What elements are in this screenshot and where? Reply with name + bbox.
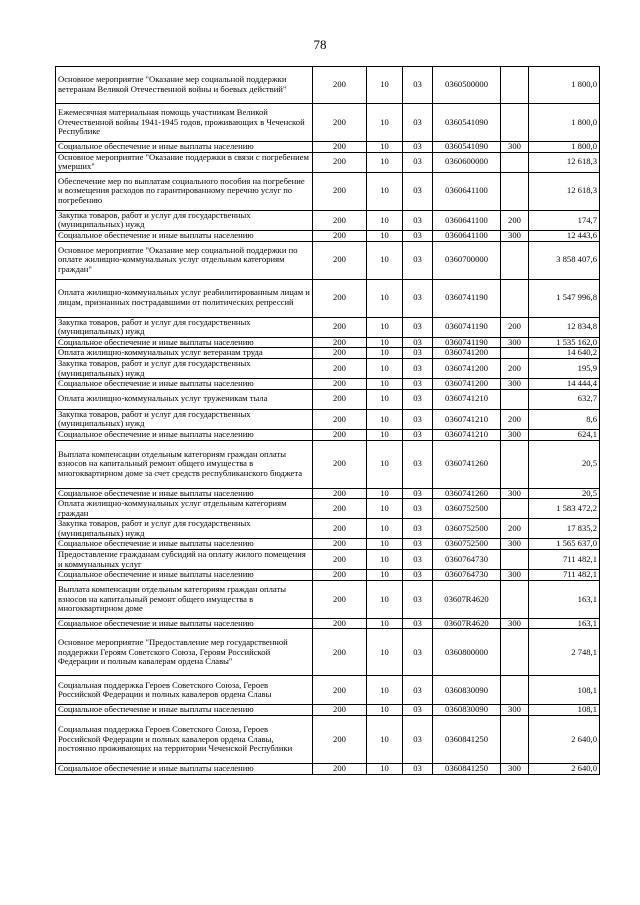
- item-name: Социальное обеспечение и иные выплаты населению: [56, 570, 313, 581]
- item-code: 200: [313, 429, 367, 440]
- item-sum: 2 748,1: [529, 629, 600, 676]
- item-sum: 108,1: [529, 705, 600, 716]
- item-sum: 14 444,4: [529, 379, 600, 390]
- item-article: 0360752500: [433, 519, 501, 539]
- item-expense-type: 300: [501, 142, 529, 153]
- item-expense-type: [501, 580, 529, 618]
- table-row: [56, 488, 600, 499]
- item-subsection: 03: [403, 440, 433, 488]
- item-subsection: 03: [403, 539, 433, 550]
- item-name: Социальное обеспечение и иные выплаты населению: [56, 488, 313, 499]
- item-section: 10: [367, 409, 403, 429]
- item-section: 10: [367, 358, 403, 378]
- item-sum: 1 535 162,0: [529, 337, 600, 348]
- table-row: [56, 152, 600, 172]
- item-expense-type: 300: [501, 429, 529, 440]
- table-row: [56, 519, 600, 539]
- item-code: 200: [313, 317, 367, 337]
- item-subsection: 03: [403, 172, 433, 210]
- item-section: 10: [367, 142, 403, 153]
- item-article: 0360741200: [433, 348, 501, 359]
- item-expense-type: [501, 440, 529, 488]
- item-expense-type: [501, 499, 529, 519]
- table-row: [56, 539, 600, 550]
- item-name: Социальная поддержка Героев Советского Союза, Героев Российской Федерации и полных кавалеров ордена Славы, постоянно проживающих на территории Чеченской Республики: [56, 716, 313, 764]
- item-expense-type: 300: [501, 570, 529, 581]
- item-article: 0360841250: [433, 764, 501, 775]
- table-row: [56, 429, 600, 440]
- item-sum: 1 800,0: [529, 142, 600, 153]
- item-name: Оплата жилищно-коммунальных услуг отдельным категориям граждан: [56, 499, 313, 519]
- item-expense-type: 200: [501, 519, 529, 539]
- item-subsection: 03: [403, 676, 433, 705]
- item-subsection: 03: [403, 210, 433, 230]
- item-name: Оплата жилищно-коммунальных услуг труженикам тыла: [56, 389, 313, 409]
- item-subsection: 03: [403, 67, 433, 104]
- table-row: [56, 389, 600, 409]
- item-section: 10: [367, 348, 403, 359]
- item-section: 10: [367, 629, 403, 676]
- item-name: Закупка товаров, работ и услуг для государственных (муниципальных) нужд: [56, 317, 313, 337]
- item-section: 10: [367, 676, 403, 705]
- item-section: 10: [367, 104, 403, 142]
- item-expense-type: 300: [501, 379, 529, 390]
- item-section: 10: [367, 152, 403, 172]
- item-subsection: 03: [403, 550, 433, 570]
- item-article: 0360600000: [433, 152, 501, 172]
- item-code: 200: [313, 764, 367, 775]
- item-section: 10: [367, 570, 403, 581]
- item-sum: 195,9: [529, 358, 600, 378]
- item-article: 0360741200: [433, 379, 501, 390]
- item-article: 0360752500: [433, 499, 501, 519]
- item-article: 0360741260: [433, 488, 501, 499]
- item-article: 0360800000: [433, 629, 501, 676]
- item-section: 10: [367, 550, 403, 570]
- table-row: [56, 337, 600, 348]
- item-code: 200: [313, 279, 367, 317]
- item-expense-type: [501, 716, 529, 764]
- item-subsection: 03: [403, 279, 433, 317]
- item-expense-type: 300: [501, 764, 529, 775]
- item-article: 0360741260: [433, 440, 501, 488]
- item-article: 0360641100: [433, 230, 501, 241]
- item-section: 10: [367, 488, 403, 499]
- item-article: 0360700000: [433, 241, 501, 279]
- item-code: 200: [313, 676, 367, 705]
- item-section: 10: [367, 580, 403, 618]
- item-sum: 12 618,3: [529, 172, 600, 210]
- item-sum: 20,5: [529, 488, 600, 499]
- page-number: 78: [313, 37, 327, 52]
- item-name: Социальное обеспечение и иные выплаты населению: [56, 764, 313, 775]
- table-row: [56, 210, 600, 230]
- item-name: Социальное обеспечение и иные выплаты населению: [56, 337, 313, 348]
- item-code: 200: [313, 152, 367, 172]
- item-subsection: 03: [403, 379, 433, 390]
- item-subsection: 03: [403, 716, 433, 764]
- item-sum: 12 618,3: [529, 152, 600, 172]
- item-article: 0360841250: [433, 716, 501, 764]
- table-row: [56, 716, 600, 764]
- item-code: 200: [313, 519, 367, 539]
- item-sum: 1 800,0: [529, 104, 600, 142]
- item-section: 10: [367, 539, 403, 550]
- item-article: 0360830090: [433, 705, 501, 716]
- item-article: 0360741190: [433, 337, 501, 348]
- item-name: Социальное обеспечение и иные выплаты населению: [56, 142, 313, 153]
- item-code: 200: [313, 539, 367, 550]
- item-code: 200: [313, 379, 367, 390]
- item-expense-type: 200: [501, 409, 529, 429]
- item-article: 0360830090: [433, 676, 501, 705]
- table-row: [56, 348, 600, 359]
- item-expense-type: 200: [501, 210, 529, 230]
- item-subsection: 03: [403, 152, 433, 172]
- item-section: 10: [367, 279, 403, 317]
- item-code: 200: [313, 705, 367, 716]
- table-row: [56, 172, 600, 210]
- item-name: Основное мероприятие "Оказание мер социальной поддержки по оплате жилищно-коммунальных услуг отдельным категориям граждан": [56, 241, 313, 279]
- item-article: 0360641100: [433, 172, 501, 210]
- item-name: Социальное обеспечение и иные выплаты населению: [56, 429, 313, 440]
- item-name: Выплата компенсации отдельным категориям граждан оплаты взносов на капитальный ремонт общего имущества в многоквартирном доме за счет средств республиканского бюджета: [56, 440, 313, 488]
- item-section: 10: [367, 499, 403, 519]
- table-row: [56, 279, 600, 317]
- table-row: [56, 618, 600, 629]
- item-section: 10: [367, 172, 403, 210]
- item-expense-type: [501, 172, 529, 210]
- item-expense-type: [501, 67, 529, 104]
- item-subsection: 03: [403, 618, 433, 629]
- item-article: 0360541090: [433, 142, 501, 153]
- budget-table-body: [56, 67, 600, 775]
- item-article: 0360764730: [433, 570, 501, 581]
- item-code: 200: [313, 716, 367, 764]
- item-expense-type: 200: [501, 358, 529, 378]
- item-sum: 12 834,8: [529, 317, 600, 337]
- item-subsection: 03: [403, 241, 433, 279]
- item-sum: 711 482,1: [529, 550, 600, 570]
- table-row: [56, 358, 600, 378]
- item-section: 10: [367, 67, 403, 104]
- item-article: 0360752500: [433, 539, 501, 550]
- item-code: 200: [313, 499, 367, 519]
- item-subsection: 03: [403, 389, 433, 409]
- item-name: Оплата жилищно-коммунальных услуг реабилитированным лицам и лицам, признанных пострадавшими от политических репрессий: [56, 279, 313, 317]
- item-article: 0360741190: [433, 279, 501, 317]
- item-name: Закупка товаров, работ и услуг для государственных (муниципальных) нужд: [56, 409, 313, 429]
- item-sum: 108,1: [529, 676, 600, 705]
- item-expense-type: [501, 279, 529, 317]
- item-section: 10: [367, 241, 403, 279]
- item-code: 200: [313, 629, 367, 676]
- item-article: 03607R4620: [433, 580, 501, 618]
- item-code: 200: [313, 488, 367, 499]
- item-sum: 3 858 407,6: [529, 241, 600, 279]
- item-article: 0360741200: [433, 358, 501, 378]
- item-name: Оплата жилищно-коммунальных услуг ветеранам труда: [56, 348, 313, 359]
- item-section: 10: [367, 389, 403, 409]
- table-row: [56, 676, 600, 705]
- item-name: Социальное обеспечение и иные выплаты населению: [56, 539, 313, 550]
- item-name: Основное мероприятие "Оказание мер социальной поддержки ветеранам Великой Отечественной войны и боевых действий": [56, 67, 313, 104]
- item-sum: 2 640,0: [529, 764, 600, 775]
- item-code: 200: [313, 67, 367, 104]
- item-article: 0360741210: [433, 409, 501, 429]
- item-sum: 12 443,6: [529, 230, 600, 241]
- item-subsection: 03: [403, 764, 433, 775]
- item-name: Закупка товаров, работ и услуг для государственных (муниципальных) нужд: [56, 358, 313, 378]
- item-article: 03607R4620: [433, 618, 501, 629]
- item-section: 10: [367, 429, 403, 440]
- item-subsection: 03: [403, 230, 433, 241]
- table-row: [56, 499, 600, 519]
- item-subsection: 03: [403, 317, 433, 337]
- item-subsection: 03: [403, 337, 433, 348]
- item-code: 200: [313, 337, 367, 348]
- table-row: [56, 550, 600, 570]
- item-subsection: 03: [403, 104, 433, 142]
- item-code: 200: [313, 104, 367, 142]
- item-name: Социальное обеспечение и иные выплаты населению: [56, 618, 313, 629]
- item-sum: 8,6: [529, 409, 600, 429]
- item-code: 200: [313, 409, 367, 429]
- item-section: 10: [367, 230, 403, 241]
- item-expense-type: 300: [501, 705, 529, 716]
- item-expense-type: 300: [501, 337, 529, 348]
- item-name: Закупка товаров, работ и услуг для государственных (муниципальных) нужд: [56, 519, 313, 539]
- item-expense-type: [501, 241, 529, 279]
- item-sum: 17 835,2: [529, 519, 600, 539]
- item-article: 0360764730: [433, 550, 501, 570]
- item-expense-type: [501, 389, 529, 409]
- item-expense-type: 300: [501, 488, 529, 499]
- table-row: [56, 705, 600, 716]
- item-sum: 1 583 472,2: [529, 499, 600, 519]
- item-expense-type: 300: [501, 230, 529, 241]
- item-sum: 624,1: [529, 429, 600, 440]
- table-row: [56, 230, 600, 241]
- item-code: 200: [313, 580, 367, 618]
- item-code: 200: [313, 172, 367, 210]
- item-section: 10: [367, 337, 403, 348]
- item-section: 10: [367, 317, 403, 337]
- item-code: 200: [313, 440, 367, 488]
- item-sum: 163,1: [529, 618, 600, 629]
- item-code: 200: [313, 142, 367, 153]
- table-row: [56, 764, 600, 775]
- item-section: 10: [367, 764, 403, 775]
- item-code: 200: [313, 550, 367, 570]
- item-sum: 1 565 637,0: [529, 539, 600, 550]
- budget-table: [55, 66, 600, 775]
- item-sum: 14 640,2: [529, 348, 600, 359]
- item-sum: 20,5: [529, 440, 600, 488]
- item-subsection: 03: [403, 629, 433, 676]
- item-subsection: 03: [403, 570, 433, 581]
- item-name: Закупка товаров, работ и услуг для государственных (муниципальных) нужд: [56, 210, 313, 230]
- item-code: 200: [313, 348, 367, 359]
- item-subsection: 03: [403, 705, 433, 716]
- item-subsection: 03: [403, 519, 433, 539]
- item-article: 0360741210: [433, 389, 501, 409]
- item-article: 0360641100: [433, 210, 501, 230]
- item-article: 0360500000: [433, 67, 501, 104]
- table-row: [56, 580, 600, 618]
- item-article: 0360541090: [433, 104, 501, 142]
- table-row: [56, 104, 600, 142]
- item-sum: 1 800,0: [529, 67, 600, 104]
- item-expense-type: [501, 348, 529, 359]
- item-name: Основное мероприятие "Предоставление мер государственной поддержки Героям Советского Союза, Героям Российской Федерации и полным кавалерам ордена Славы": [56, 629, 313, 676]
- item-name: Основное мероприятие "Оказание поддержки в связи с погребением умерших": [56, 152, 313, 172]
- item-name: Предоставление гражданам субсидий на оплату жилого помещения и коммунальных услуг: [56, 550, 313, 570]
- table-row: [56, 409, 600, 429]
- item-subsection: 03: [403, 429, 433, 440]
- item-expense-type: [501, 676, 529, 705]
- item-name: Социальное обеспечение и иные выплаты населению: [56, 379, 313, 390]
- item-section: 10: [367, 716, 403, 764]
- item-section: 10: [367, 618, 403, 629]
- table-row: [56, 317, 600, 337]
- item-code: 200: [313, 241, 367, 279]
- item-subsection: 03: [403, 580, 433, 618]
- item-expense-type: 200: [501, 317, 529, 337]
- item-expense-type: 300: [501, 618, 529, 629]
- item-sum: 163,1: [529, 580, 600, 618]
- table-row: [56, 379, 600, 390]
- table-row: [56, 67, 600, 104]
- table-row: [56, 241, 600, 279]
- item-subsection: 03: [403, 348, 433, 359]
- item-name: Ежемесячная материальная помощь участникам Великой Отечественной войны 1941-1945 годов, проживающих в Чеченской Республике: [56, 104, 313, 142]
- item-sum: 632,7: [529, 389, 600, 409]
- item-section: 10: [367, 519, 403, 539]
- item-subsection: 03: [403, 358, 433, 378]
- item-name: Выплата компенсации отдельным категориям граждан оплаты взносов на капитальный ремонт общего имущества в многоквартирном доме: [56, 580, 313, 618]
- item-section: 10: [367, 210, 403, 230]
- item-code: 200: [313, 389, 367, 409]
- item-code: 200: [313, 210, 367, 230]
- item-code: 200: [313, 618, 367, 629]
- item-code: 200: [313, 230, 367, 241]
- item-section: 10: [367, 440, 403, 488]
- item-sum: 174,7: [529, 210, 600, 230]
- item-expense-type: [501, 629, 529, 676]
- item-subsection: 03: [403, 409, 433, 429]
- table-row: [56, 629, 600, 676]
- item-expense-type: 300: [501, 539, 529, 550]
- item-section: 10: [367, 379, 403, 390]
- item-sum: 2 640,0: [529, 716, 600, 764]
- item-name: Социальное обеспечение и иные выплаты населению: [56, 705, 313, 716]
- item-subsection: 03: [403, 488, 433, 499]
- table-row: [56, 570, 600, 581]
- item-sum: 1 547 996,8: [529, 279, 600, 317]
- table-row: [56, 142, 600, 153]
- item-article: 0360741190: [433, 317, 501, 337]
- item-expense-type: [501, 104, 529, 142]
- item-name: Обеспечение мер по выплатам социального пособия на погребение и возмещения расходов по гарантированному перечню услуг по погребению: [56, 172, 313, 210]
- item-expense-type: [501, 152, 529, 172]
- item-code: 200: [313, 570, 367, 581]
- item-section: 10: [367, 705, 403, 716]
- item-name: Социальное обеспечение и иные выплаты населению: [56, 230, 313, 241]
- table-row: [56, 440, 600, 488]
- item-article: 0360741210: [433, 429, 501, 440]
- item-subsection: 03: [403, 142, 433, 153]
- item-sum: 711 482,1: [529, 570, 600, 581]
- item-code: 200: [313, 358, 367, 378]
- item-subsection: 03: [403, 499, 433, 519]
- item-expense-type: [501, 550, 529, 570]
- item-name: Социальная поддержка Героев Советского Союза, Героев Российской Федерации и полных кавалеров ордена Славы: [56, 676, 313, 705]
